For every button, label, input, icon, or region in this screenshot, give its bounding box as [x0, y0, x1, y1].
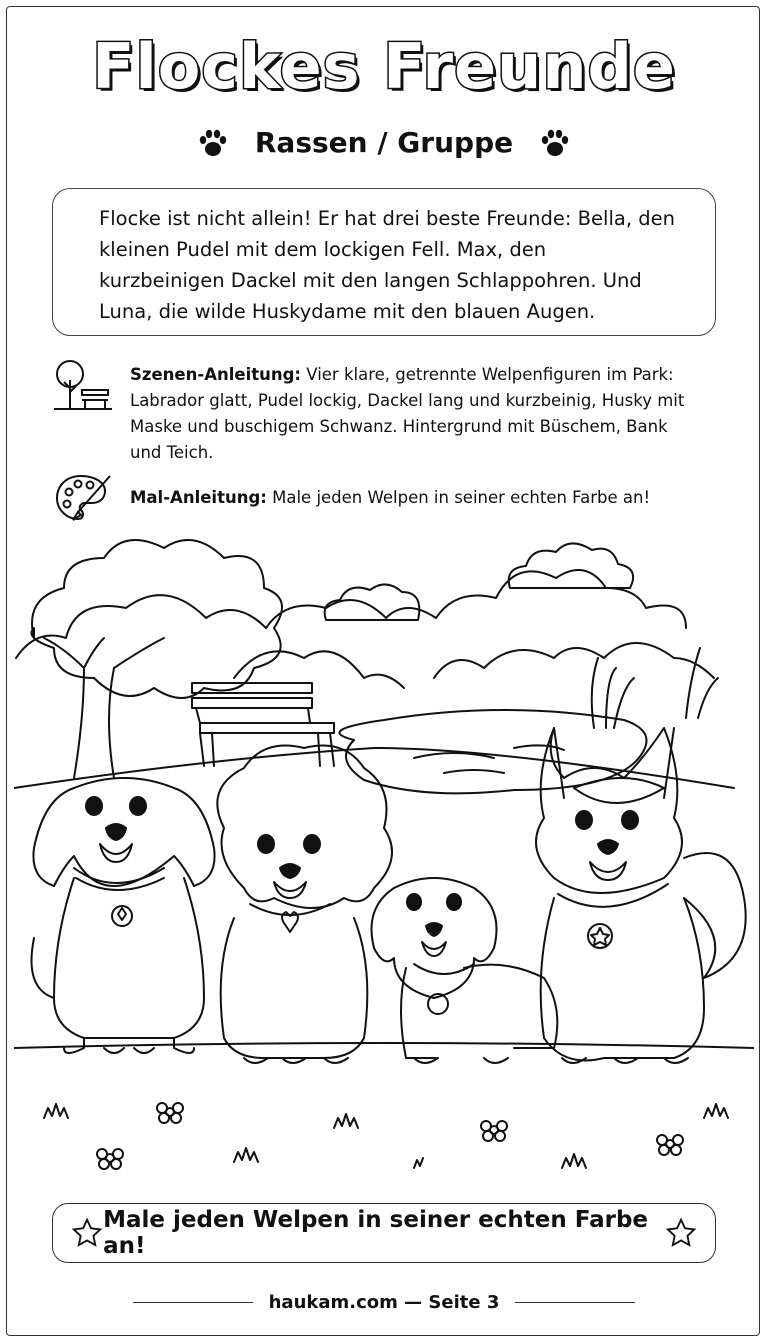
grass-tuft — [704, 1104, 728, 1118]
story-text: Flocke ist nicht allein! Er hat drei beste Freunde: Bella, den kleinen Pudel mit dem lockigen Fell. Max, den kurzbeinigen Dackel mit den langen Schlappohren. Und Luna, die wilde Huskydame mit den blauen Augen. — [99, 207, 675, 323]
grass-tuft — [234, 1148, 258, 1162]
poodle-puppy — [217, 746, 392, 1064]
footer-divider — [515, 1302, 635, 1304]
scene-instruction-text: Vier klare, getrennte Welpenfiguren im Park: Labrador glatt, Pudel lockig, Dackel lang und kurzbeinig, Husky mit Maske und buschigem Schwanz. Hintergrund mit Büschem, Bank und Teich. — [130, 365, 685, 462]
bottom-banner — [52, 1203, 716, 1263]
coloring-scene — [14, 528, 754, 1188]
paint-palette-icon — [54, 472, 112, 524]
flower — [157, 1103, 183, 1123]
footer-divider — [133, 1302, 253, 1304]
paint-instruction-text: Male jeden Welpen in seiner echten Farbe an! — [266, 488, 651, 507]
paint-instruction-label: Mal-Anleitung: — [130, 488, 267, 507]
paw-icon — [539, 127, 571, 159]
grass-tuft — [334, 1114, 358, 1128]
footer — [0, 1292, 768, 1313]
paw-icon — [197, 127, 229, 159]
tree-canopy — [32, 540, 283, 698]
flower — [481, 1121, 507, 1141]
dachshund-puppy — [372, 878, 558, 1063]
reeds — [592, 648, 718, 728]
page-title: Flockes Freunde — [92, 30, 676, 103]
cloud — [509, 543, 633, 588]
husky-puppy — [536, 728, 746, 1063]
star-icon — [71, 1216, 103, 1250]
scene-instruction-label: Szenen-Anleitung: — [130, 365, 302, 384]
tree-trunk — [44, 638, 164, 778]
subtitle: Rassen / Gruppe — [254, 126, 514, 159]
labrador-puppy — [32, 778, 215, 1053]
flower — [657, 1135, 683, 1155]
grass-tuft — [44, 1104, 68, 1118]
scene-instruction — [130, 362, 700, 466]
story-box — [52, 188, 716, 336]
grass-tuft — [562, 1154, 586, 1168]
bottom-banner-text: Male jeden Welpen in seiner echten Farbe an! — [103, 1207, 649, 1259]
flower — [97, 1149, 123, 1169]
footer-text: haukam.com — Seite 3 — [268, 1292, 500, 1313]
star-icon — [665, 1216, 697, 1250]
park-bench — [192, 683, 334, 766]
park-bench-icon — [52, 358, 114, 414]
background-bushes — [16, 570, 686, 658]
subtitle-row — [0, 126, 768, 159]
paint-instruction — [130, 485, 730, 511]
grass-tuft — [414, 1158, 423, 1168]
